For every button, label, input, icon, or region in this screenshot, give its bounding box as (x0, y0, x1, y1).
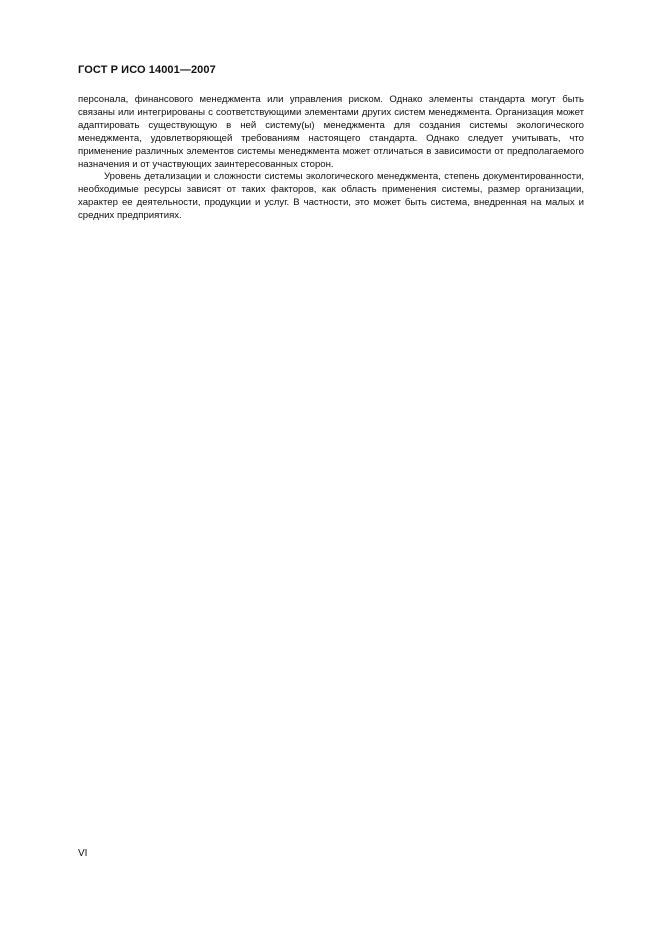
document-header-title: ГОСТ Р ИСО 14001—2007 (78, 64, 216, 76)
paragraph-continuation: персонала, финансового менеджмента или управления риском. Однако элементы стандарта могут быть связаны или интегрированы с соответствующими элементами других систем менеджмента. Организация может адаптировать существующую в ней систему(ы) менеджмента для создания системы экологического менеджмента, удовлетворяющей требованиям настоящего стандарта. Однако следует учитывать, что применение различных элементов системы менеджмента может отличаться в зависимости от предполагаемого назначения и от участвующих заинтересованных сторон. (78, 94, 584, 170)
document-body (78, 94, 584, 223)
page-number: VI (78, 848, 88, 859)
paragraph-detail-level: Уровень детализации и сложности системы экологического менеджмента, степень документированности, необходимые ресурсы зависят от таких факторов, как область применения системы, размер организации, характер ее деятельности, продукции и услуг. В частности, это может быть система, внедренная на малых и средних предприятиях. (78, 171, 584, 222)
